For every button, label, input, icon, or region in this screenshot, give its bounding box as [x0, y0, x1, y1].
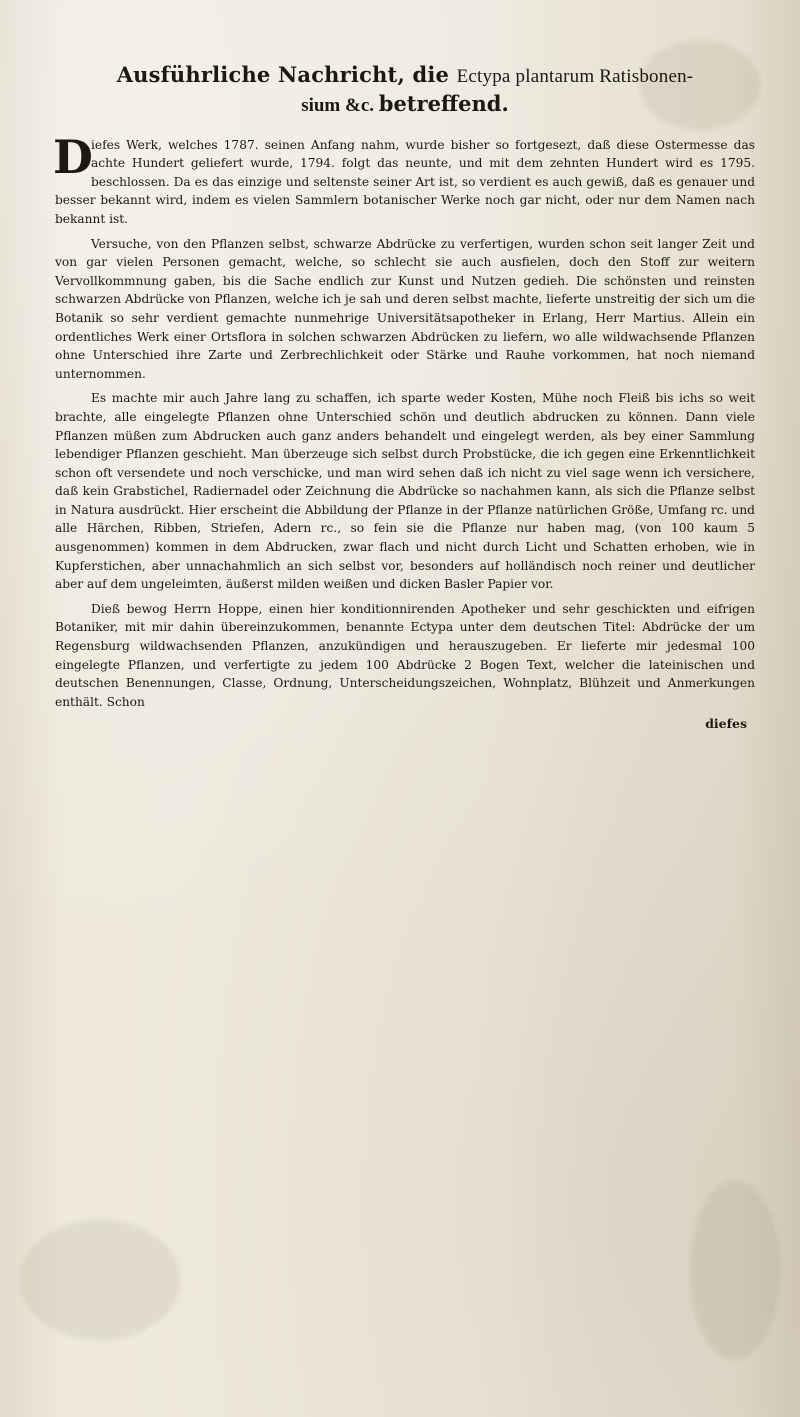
paper-stain: [20, 1220, 180, 1340]
heading-part-4: betreffend.: [378, 90, 509, 116]
catchword: diefes: [705, 716, 747, 732]
paragraph-2: Versuche, von den Pflanzen selbst, schwarze Abdrücke zu verfertigen, wurden schon seit langer Zeit und von gar vielen Personen gemacht, welche, so schlecht sie auch ausfielen, doch den Stoff zur weitern Vervollkommnung gaben, bis die Sache endlich zur Kunst und Nutzen gedieh. Die schönsten und reinsten schwarzen Abdrücke von Pflanzen, welche ich je sah und deren selbst machte, lieferte unstreitig der sich um die Botanik so sehr verdient gemachte nunmehrige Universitätsapotheker in Erlang, Herr Martius. Allein ein ordentliches Werk einer Ortsflora in solchen schwarzen Abdrücken zu liefern, wo alle wildwachsende Pflanzen ohne Unterschied ihre Zarte und Zerbrechlichkeit oder Stärke und Rauhe vorkommen, hat noch niemand unternommen.: [55, 236, 755, 381]
paragraph-4: Dieß bewog Herrn Hoppe, einen hier konditionnirenden Apotheker und sehr geschickten und eifrigen Botaniker, mit mir dahin übereinzukommen, benannte Ectypa unter dem deutschen Titel: Abdrücke der um Regensburg wildwachsenden Pflanzen, anzukündigen und herauszugeben. Er lieferte mir jedesmal 100 eingelegte Pflanzen, und verfertigte zu jedem 100 Abdrücke 2 Bogen Text, welcher die lateinischen und deutschen Benennungen, Classe, Ordnung, Unterscheidungszeichen, Wohnplatz, Blühzeit und Anmerkungen enthält. Schon: [55, 601, 755, 709]
heading-part-2: Ectypa plantarum Ratisbonen-: [456, 66, 694, 87]
paragraph-1: [53, 129, 755, 229]
heading-line-1: [55, 62, 755, 89]
paper-stain: [690, 1180, 780, 1360]
heading-part-1: Ausführliche Nachricht, die: [116, 62, 457, 87]
body-text: [53, 129, 755, 734]
page-heading: [55, 62, 755, 118]
paragraph-1-text: iefes Werk, welches 1787. seinen Anfang nahm, wurde bisher so fortgesezt, daß diese Ostermesse das achte Hundert geliefert wurde, 1794. folgt das neunte, und mit dem zehnten Hundert wird es 1795. beschlossen. Da es das einzige und seltenste seiner Art ist, so verdient es auch gewiß, daß es genauer und besser bekannt wird, indem es vielen Sammlern botanischer Werke noch gar nicht, oder nur dem Namen nach bekannt ist.: [55, 137, 755, 226]
drop-cap: D: [53, 129, 93, 184]
heading-line-2: [55, 91, 755, 118]
heading-part-3: sium &c.: [301, 94, 379, 116]
paragraph-3: Es machte mir auch Jahre lang zu schaffen, ich sparte weder Kosten, Mühe noch Fleiß bis ichs so weit brachte, alle eingelegte Pflanzen ohne Unterschied schön und deutlich abdrucken zu können. Dann viele Pflanzen müßen zum Abdrucken auch ganz anders behandelt und eingelegt werden, als bey einer Sammlung lebendiger Pflanzen geschieht. Man überzeuge sich selbst durch Probstücke, die ich gegen eine Erkenntlichkeit schon oft versendete und noch verschicke, und man wird sehen daß ich nicht zu viel sage wenn ich versichere, daß kein Grabstichel, Radiernadel oder Zeichnung die Abdrücke so nachahmen kann, als sich die Pflanze selbst in Natura ausdrückt. Hier erscheint die Abbildung der Pflanze in der Pflanze natürlichen Größe, Umfang rc. und alle Härchen, Ribben, Striefen, Adern rc., so fein sie die Pflanze nur haben mag, (von 100 kaum 5 ausgenommen) kommen in dem Abdrucken, zwar flach und nicht durch Licht und Schatten erhoben, wie in Kupferstichen, aber unnachahmlich an sich selbst vor, besonders auf holländisch noch reiner und deutlicher aber auf dem ungeleimten, äußerst milden weißen und dicken Basler Papier vor.: [55, 391, 755, 592]
text-block: [55, 62, 755, 734]
